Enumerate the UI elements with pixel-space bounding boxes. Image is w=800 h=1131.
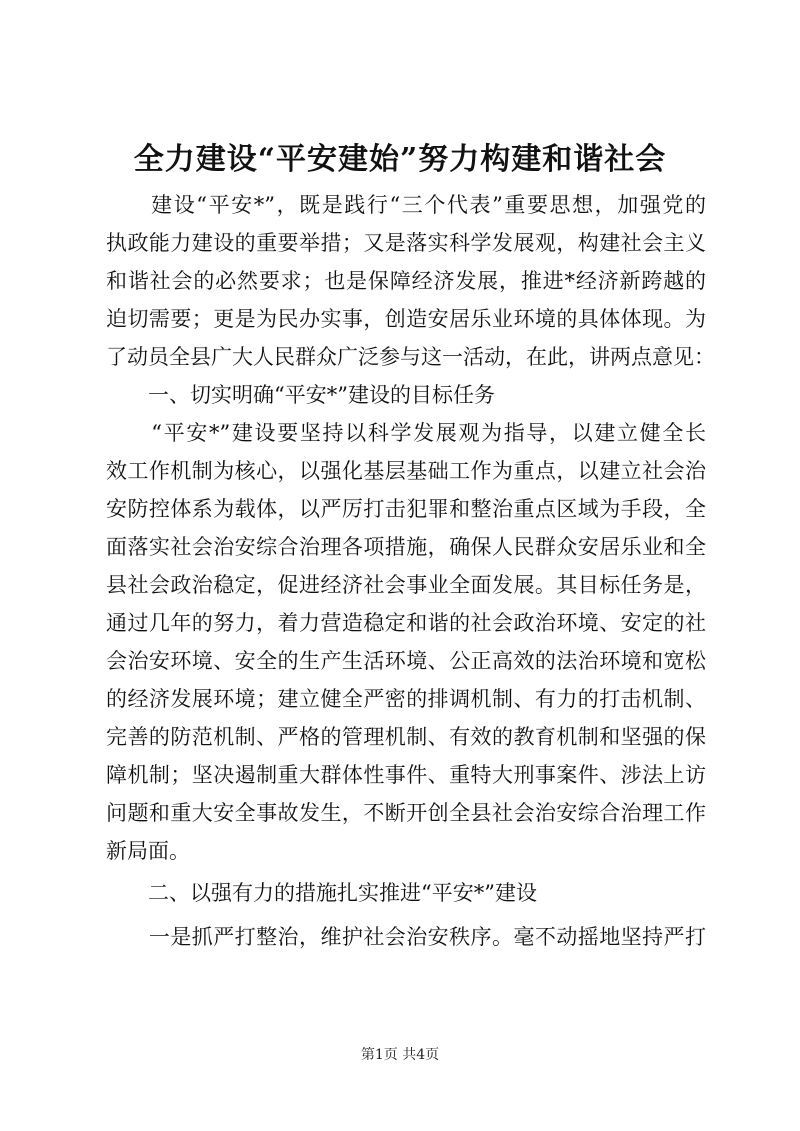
text-line: 了动员全县广大人民群众广泛参与这一活动，在此，讲两点意见： [106, 345, 715, 369]
text-line: 一是抓严打整治，维护社会治安秩序。毫不动摇地坚持严打 [106, 925, 706, 949]
text-line: 效工作机制为核心，以强化基层基础工作为重点，以建立社会治 [106, 459, 706, 483]
text-line: 县社会政治稳定，促进经济社会事业全面发展。其目标任务是， [106, 573, 706, 597]
text-line: 迫切需要；更是为民办实事，创造安居乐业环境的具体体现。为 [106, 307, 706, 331]
text-line: “平安*”建设要坚持以科学发展观为指导，以建立健全长 [106, 421, 706, 445]
text-line: 通过几年的努力，着力营造稳定和谐的社会政治环境、安定的社 [106, 611, 706, 635]
section-heading: 一、切实明确“平安*”建设的目标任务 [106, 383, 495, 407]
text-line: 执政能力建设的重要举措；又是落实科学发展观，构建社会主义 [106, 231, 706, 255]
text-line: 完善的防范机制、严格的管理机制、有效的教育机制和坚强的保 [106, 725, 706, 749]
text-line: 建设“平安*”，既是践行“三个代表”重要思想，加强党的 [106, 193, 706, 217]
text-line: 会治安环境、安全的生产生活环境、公正高效的法治环境和宽松 [106, 649, 706, 673]
text-line: 安防控体系为载体，以严厉打击犯罪和整治重点区域为手段，全 [106, 497, 706, 521]
text-line: 面落实社会治安综合治理各项措施，确保人民群众安居乐业和全 [106, 535, 706, 559]
text-line: 和谐社会的必然要求；也是保障经济发展，推进*经济新跨越的 [106, 269, 706, 293]
text-line: 障机制；坚决遏制重大群体性事件、重特大刑事案件、涉法上访 [106, 763, 706, 787]
section-heading: 二、以强有力的措施扎实推进“平安*”建设 [106, 881, 537, 905]
text-line: 问题和重大安全事故发生，不断开创全县社会治安综合治理工作 [106, 801, 706, 825]
document-title: 全力建设“平安建始”努力构建和谐社会 [133, 142, 667, 177]
text-line: 新局面。 [106, 839, 190, 863]
text-line: 的经济发展环境；建立健全严密的排调机制、有力的打击机制、 [106, 687, 706, 711]
page-footer: 第1页 共4页 [360, 1047, 440, 1063]
